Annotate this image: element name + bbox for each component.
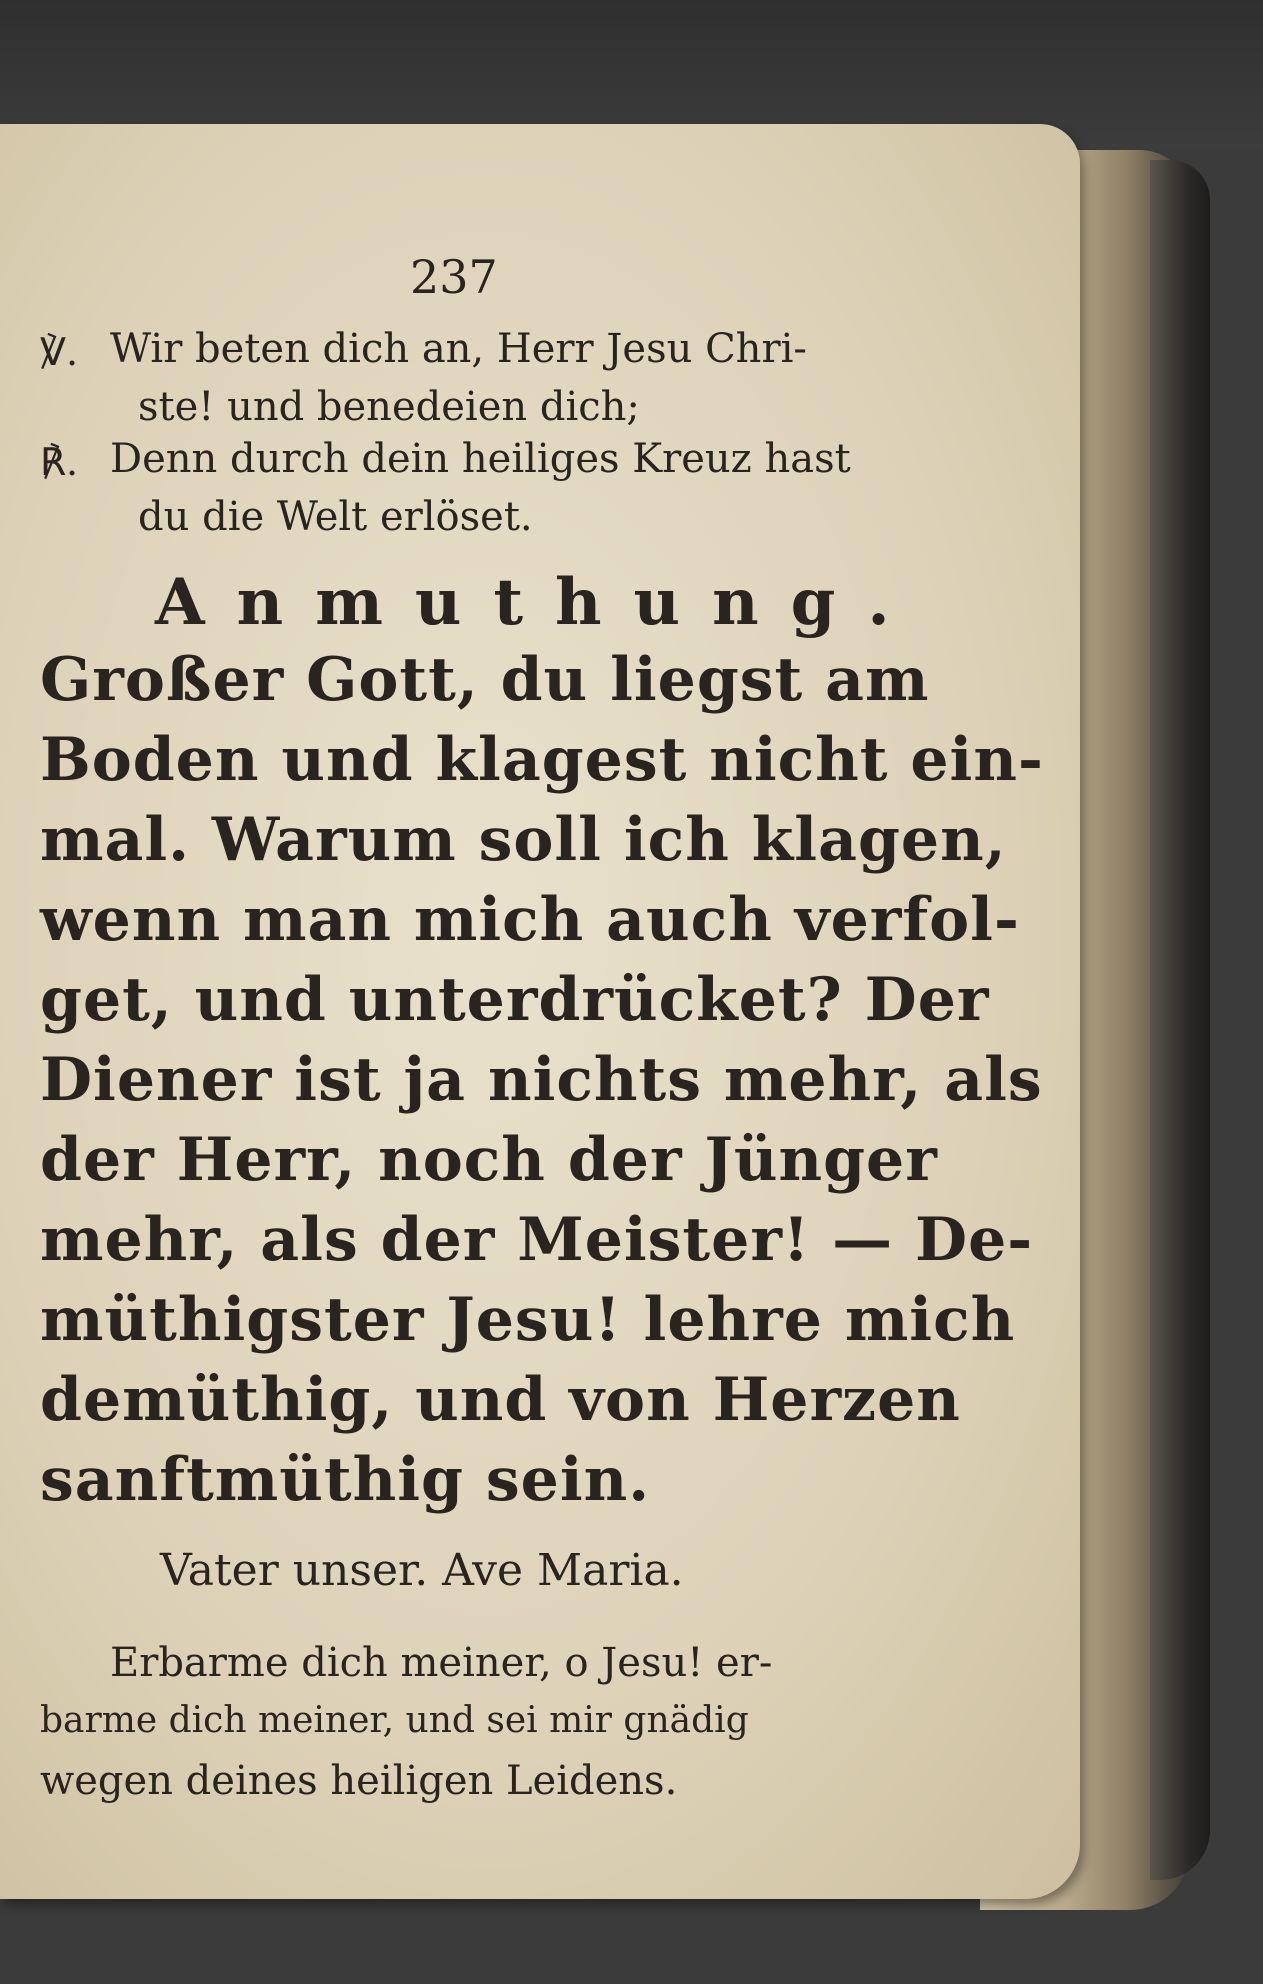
closing-line: wegen deines heiligen Leidens. — [40, 1758, 678, 1804]
body-line: Diener ist ja nichts mehr, als — [40, 1045, 1043, 1115]
versicle-line-1: Wir beten dich an, Herr Jesu Chri- — [110, 326, 807, 372]
prayer-title: Vater unser. Ave Maria. — [160, 1545, 684, 1596]
closing-line: barme dich meiner, und sei mir gnädig — [40, 1700, 749, 1741]
section-heading: Anmuthung. — [155, 565, 922, 640]
body-line: demüthig, und von Herzen — [40, 1365, 961, 1435]
page-number: 237 — [410, 250, 498, 304]
body-line: der Herr, noch der Jünger — [40, 1125, 938, 1195]
response-line-2: du die Welt erlöset. — [138, 494, 533, 540]
body-line: mal. Warum soll ich klagen, — [40, 805, 1007, 875]
response-line-1: Denn durch dein heiliges Kreuz hast — [110, 436, 851, 482]
response-mark: ℟. — [40, 440, 79, 484]
versicle-line-2: ste! und benedeien dich; — [138, 384, 640, 430]
body-line: mehr, als der Meister! — De- — [40, 1205, 1034, 1275]
body-line: Großer Gott, du liegst am — [40, 645, 930, 715]
body-line: müthigster Jesu! lehre mich — [40, 1285, 1016, 1355]
book-cover-edge — [1150, 160, 1210, 1880]
body-line: get, und unterdrücket? Der — [40, 965, 990, 1035]
body-line: Boden und klagest nicht ein- — [40, 725, 1044, 795]
body-line: sanftmüthig sein. — [40, 1445, 651, 1515]
body-line: wenn man mich auch verfol- — [40, 885, 1020, 955]
versicle-mark: ℣. — [40, 330, 79, 374]
closing-line: Erbarme dich meiner, o Jesu! er- — [110, 1640, 773, 1686]
